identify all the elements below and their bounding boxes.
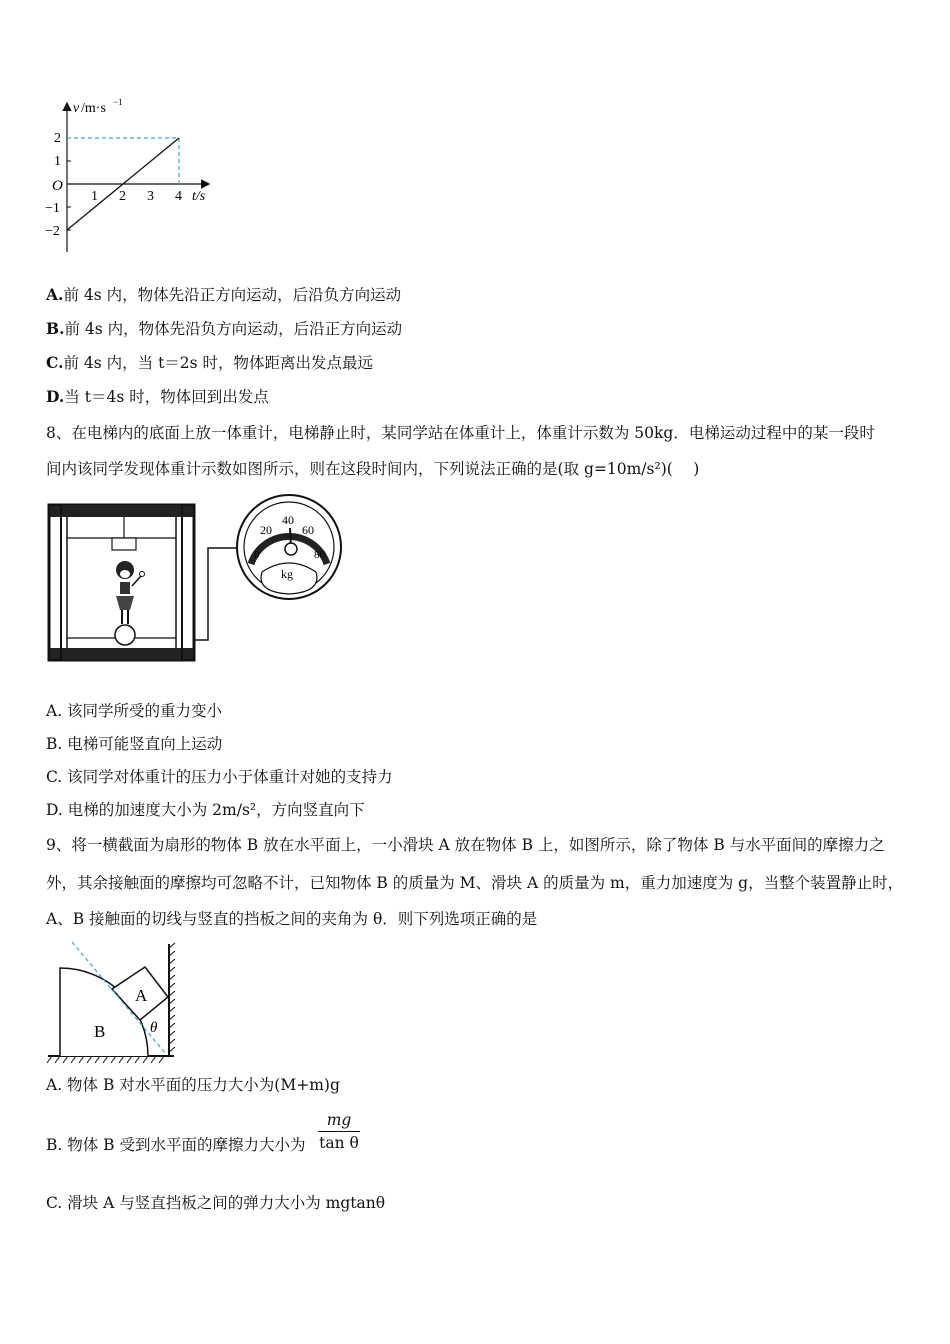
y-tick-neg1: −1 [45, 201, 60, 216]
scale-mark-20: 20 [260, 523, 272, 537]
q9-text-line1: 9、将一横截面为扇形的物体 B 放在水平面上，一小滑块 A 放在物体 B 上，如图所示，除了物体 B 与水平面间的摩擦力之 [46, 836, 885, 854]
q7-option-a: A.前 4s 内，物体先沿正方向运动，后沿负方向运动 [46, 285, 402, 304]
scale-mark-0: 0 [254, 549, 260, 561]
scale-unit: kg [281, 567, 293, 581]
scale-mark-40: 40 [282, 513, 294, 527]
x-tick-3: 3 [147, 189, 154, 204]
y-tick-2: 2 [54, 131, 61, 146]
q9-option-b: B. 物体 B 受到水平面的摩擦力大小为 [46, 1136, 306, 1154]
scale-platform [115, 625, 135, 645]
q8-option-a: A. 该同学所受的重力变小 [46, 702, 223, 720]
q8-option-d: D. 电梯的加速度大小为 2m/s²，方向竖直向下 [46, 801, 365, 819]
fraction-numerator: mg [326, 1111, 352, 1129]
x-tick-4: 4 [175, 189, 182, 204]
vt-graph [40, 92, 230, 262]
y-axis-label-sup: −1 [113, 97, 123, 107]
y-axis-label-text: /m·s [81, 101, 106, 116]
y-tick-neg2: −2 [45, 224, 60, 239]
fraction-mg-over-tan [318, 1110, 360, 1153]
q9-option-a: A. 物体 B 对水平面的压力大小为(M+m)g [46, 1076, 340, 1094]
angle-theta: θ [150, 1020, 158, 1036]
fraction-denominator: tan θ [319, 1134, 359, 1152]
q9-option-c: C. 滑块 A 与竖直挡板之间的弹力大小为 mgtanθ [46, 1194, 386, 1212]
elevator-figure [46, 492, 346, 670]
y-tick-1: 1 [54, 154, 61, 169]
q7-option-d: D.当 t＝4s 时，物体回到出发点 [46, 387, 269, 406]
x-tick-2: 2 [119, 189, 126, 204]
scale-mark-80: 80 [314, 549, 325, 561]
q9-text-line2: 外，其余接触面的摩擦均可忽略不计，已知物体 B 的质量为 M、滑块 A 的质量为 m，重力加速度为 g，当整个装置静止时， [46, 874, 904, 892]
y-axis-label: v [73, 101, 80, 116]
x-axis-label: t/s [192, 189, 206, 204]
x-tick-1: 1 [91, 189, 98, 204]
connection-wire [194, 548, 240, 640]
label-b: B [94, 1022, 106, 1041]
student-figure [116, 561, 145, 624]
scale-mark-60: 60 [302, 523, 314, 537]
q8-text-line2: 间内该同学发现体重计示数如图所示，则在这段时间内，下列说法正确的是(取 g=10m/s²)( ) [46, 460, 700, 478]
q8-option-b: B. 电梯可能竖直向上运动 [46, 735, 223, 753]
sector-figure [44, 940, 184, 1065]
q7-option-c: C.前 4s 内，当 t＝2s 时，物体距离出发点最远 [46, 353, 374, 372]
label-a: A [135, 986, 148, 1005]
q8-text-line1: 8、在电梯内的底面上放一体重计，电梯静止时，某同学站在体重计上，体重计示数为 50kg．电梯运动过程中的某一段时 [46, 424, 875, 442]
q9-text-line3: A、B 接触面的切线与竖直的挡板之间的夹角为 θ．则下列选项正确的是 [46, 910, 538, 928]
q7-option-b: B.前 4s 内，物体先沿负方向运动，后沿正方向运动 [46, 319, 403, 338]
origin-label: O [52, 178, 63, 194]
q8-option-c: C. 该同学对体重计的压力小于体重计对她的支持力 [46, 768, 393, 786]
